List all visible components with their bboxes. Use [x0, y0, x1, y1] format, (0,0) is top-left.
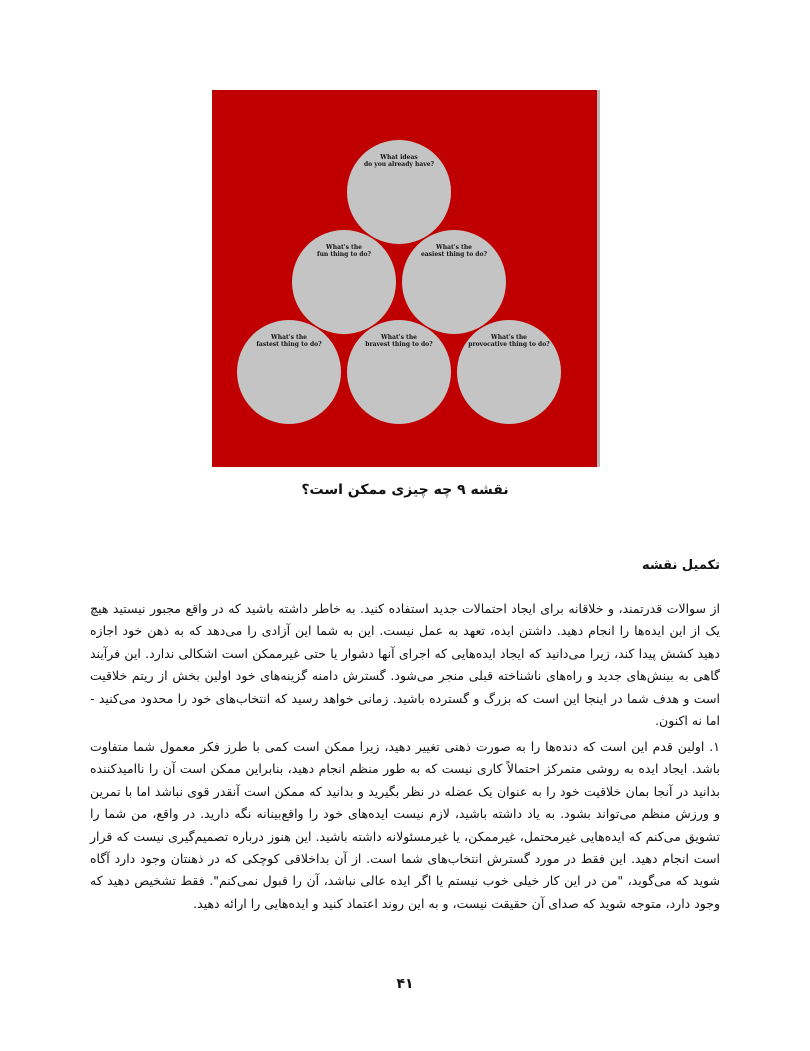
circle-label: What ideas do you already have?: [363, 154, 435, 168]
circle-provocative: [457, 320, 561, 424]
circle-what-ideas: [347, 140, 451, 244]
circle-label: What's the fastest thing to do?: [256, 334, 322, 348]
circle-easiest: [402, 230, 506, 334]
paragraph-2: ۱. اولین قدم این است که دنده‌ها را به صورت ذهنی تغییر دهید، زیرا ممکن است کمی با طرز فکر معمول شما متفاوت باشد. ایجاد ایده به روشی متمرکز احتمالاً کاری نیست که به طور منظم انجام دهید، بنابراین ممکن است آن را ناامیدکننده بدانید در آنجا بمان خلاقیت خود را به عنوان یک عضله در نظر بگیرید و بدانید که ممکن است آنقدر قوی نباشد اما با تمرین و ورزش منظم می‌تواند بشود. به یاد داشته باشید، لازم نیست ایده‌های خود را واقع‌بینانه نگه دارید. در واقع، من شما را تشویق می‌کنم که ایده‌هایی غیرمحتمل، غیرممکن، یا غیرمسئولانه داشته باشید. این هنوز درباره تصمیم‌گیری نیست که قرار است انجام دهید. این فقط در مورد گسترش انتخاب‌های شما است. از آن بداخلاقی کوچکی که در ذهنتان وجود دارد آگاه شوید که می‌گوید، "من در این کار خیلی خوب نیستم یا اگر ایده عالی نباشد، آن را قبول نمی‌کنم". فقط تشخیص دهید که وجود دارد، متوجه شوید که صدای آن حقیقت نیست، و به این روند اعتماد کنید و ایده‌هایی را ارائه دهید.: [90, 739, 720, 911]
figure-edge: [597, 90, 600, 467]
circle-bravest: [347, 320, 451, 424]
circle-label: What's the fun thing to do?: [316, 244, 372, 258]
section-heading: تکمیل نقشه: [642, 558, 720, 573]
circle-label: What's the provocative thing to do?: [468, 334, 550, 348]
circle-fastest: [237, 320, 341, 424]
circle-label: What's the bravest thing to do?: [365, 334, 433, 348]
page-number: ۴۱: [396, 976, 414, 992]
circle-label: What's the easiest thing to do?: [420, 244, 488, 258]
paragraph-1: از سوالات قدرتمند، و خلاقانه برای ایجاد احتمالات جدید استفاده کنید. به خاطر داشته باشید که در واقع مجبور نیستید هیچ یک از این ایده‌ها را انجام دهید. داشتن ایده، تعهد به عمل نیست. این به شما این آزادی را می‌دهد که به ذهن خود اجازه دهید کشش پیدا کند، زیرا می‌دانید که ایجاد ایده‌هایی که اجرای آنها دشوار یا حتی غیرممکن است اشکالی ندارد. این فرآیند گاهی به بینش‌های جدید و راه‌های ناشناخته قبلی منجر می‌شود. گسترش دامنه گزینه‌های خود اولین بخش از ریتم خلاقیت است و هدف شما در اینجا این است که بزرگ و گسترده باشید. زمانی خواهد رسید که انتخاب‌های خود را محدود می‌کنید - اما نه اکنون.: [90, 601, 720, 729]
circle-fun: [292, 230, 396, 334]
figure-caption: نقشه ۹ چه چیزی ممکن است؟: [301, 482, 509, 498]
figure-image: [212, 90, 600, 467]
